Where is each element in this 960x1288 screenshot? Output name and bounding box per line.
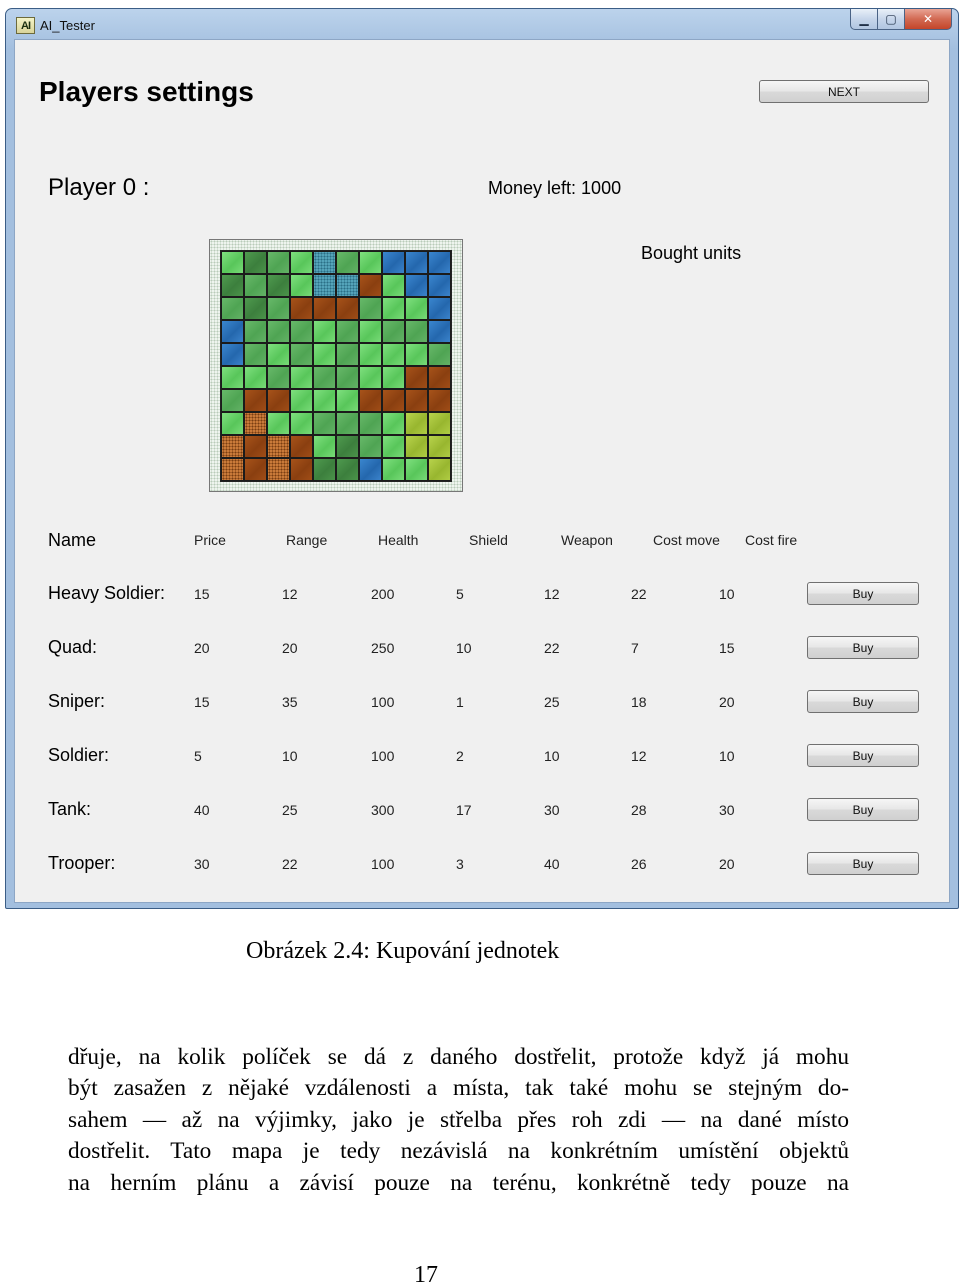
unit-name: Sniper:: [48, 691, 106, 711]
map-cell-earth-rough: [267, 435, 290, 458]
header-range: Range: [286, 532, 328, 548]
unit-name: Quad:: [48, 637, 98, 657]
map-cell-grass-light: [221, 251, 244, 274]
unit-shield-value: 1: [456, 694, 464, 710]
map-cell-earth-rough: [244, 412, 267, 435]
map-cell-water: [428, 274, 451, 297]
map-cell-grass-light: [290, 366, 313, 389]
map-cell-grass-light: [290, 389, 313, 412]
unit-weapon-value: 25: [544, 694, 560, 710]
window-title: AI_Tester: [40, 18, 95, 33]
header-weapon: Weapon: [561, 532, 613, 548]
map-cell-earth: [336, 297, 359, 320]
table-row: [15, 689, 949, 719]
map-cell-grass-medium: [244, 320, 267, 343]
map-cell-grass-light: [221, 412, 244, 435]
unit-cost-fire-value: 10: [719, 748, 735, 764]
unit-cost-fire-value: 20: [719, 856, 735, 872]
map-cell-grass-light: [290, 274, 313, 297]
map-cell-sand: [428, 458, 451, 481]
close-button[interactable]: ✕: [905, 9, 952, 30]
buy-button[interactable]: Buy: [807, 852, 919, 875]
map-cell-grass-light: [382, 343, 405, 366]
map-cell-grass-medium: [267, 297, 290, 320]
unit-range-value: 10: [282, 748, 298, 764]
map-cell-grass-medium: [336, 251, 359, 274]
unit-cost-move-value: 18: [631, 694, 647, 710]
money-left-label: Money left: 1000: [488, 178, 622, 198]
map-cell-grass-light: [382, 458, 405, 481]
buy-button[interactable]: Buy: [807, 744, 919, 767]
unit-name: Tank:: [48, 799, 92, 819]
unit-cost-fire-value: 20: [719, 694, 735, 710]
map-cell-grass-medium: [336, 366, 359, 389]
map-cell-grass-light: [313, 435, 336, 458]
map-cell-earth: [244, 458, 267, 481]
unit-name: Trooper:: [48, 853, 116, 873]
minimize-button[interactable]: ▁: [850, 9, 878, 30]
unit-cost-fire-value: 10: [719, 586, 735, 602]
map-cell-earth: [290, 458, 313, 481]
unit-health-value: 100: [371, 694, 395, 710]
table-row: [15, 635, 949, 665]
next-button[interactable]: NEXT: [759, 80, 929, 103]
buy-button[interactable]: Buy: [807, 582, 919, 605]
table-row: [15, 743, 949, 773]
unit-shield-value: 10: [456, 640, 472, 656]
terrain-map: [209, 239, 463, 492]
map-cell-grass-medium: [244, 274, 267, 297]
paragraph-line: být zasažen z nějaké vzdálenosti a místa, tak také mohu se stejným do-: [68, 1075, 849, 1102]
map-cell-grass-light: [267, 412, 290, 435]
map-cell-grass-dark: [267, 274, 290, 297]
map-cell-water: [405, 251, 428, 274]
map-cell-earth: [405, 366, 428, 389]
players-settings-panel: [14, 39, 950, 903]
map-cell-grass-light: [382, 412, 405, 435]
map-cell-grass-light: [313, 389, 336, 412]
unit-name: Soldier:: [48, 745, 110, 765]
map-cell-earth-rough: [267, 458, 290, 481]
map-cell-grass-light: [244, 366, 267, 389]
app-logo-icon: AI: [16, 17, 35, 34]
map-cell-earth-rough: [221, 435, 244, 458]
map-cell-earth: [267, 389, 290, 412]
unit-range-value: 20: [282, 640, 298, 656]
map-cell-grass-medium: [221, 389, 244, 412]
buy-button[interactable]: Buy: [807, 636, 919, 659]
unit-price-value: 20: [194, 640, 210, 656]
terrain-grid: [220, 250, 452, 482]
title-bar[interactable]: [6, 9, 958, 39]
unit-shield-value: 3: [456, 856, 464, 872]
page-number: 17: [414, 1262, 438, 1288]
map-cell-grass-medium: [336, 412, 359, 435]
map-cell-grass-medium: [382, 320, 405, 343]
map-cell-earth: [313, 297, 336, 320]
header-price: Price: [194, 532, 226, 548]
unit-range-value: 12: [282, 586, 298, 602]
map-cell-grass-medium: [221, 297, 244, 320]
map-cell-earth: [290, 435, 313, 458]
figure-caption: Obrázek 2.4: Kupování jednotek: [246, 938, 560, 964]
map-cell-grass-light: [290, 412, 313, 435]
unit-health-value: 100: [371, 856, 395, 872]
map-cell-water-shallow: [336, 274, 359, 297]
unit-cost-move-value: 26: [631, 856, 647, 872]
unit-shield-value: 2: [456, 748, 464, 764]
map-cell-grass-medium: [336, 320, 359, 343]
map-cell-grass-light: [359, 343, 382, 366]
unit-weapon-value: 40: [544, 856, 560, 872]
map-cell-earth: [428, 389, 451, 412]
map-cell-grass-light: [290, 251, 313, 274]
header-cost-move: Cost move: [653, 532, 720, 548]
unit-weapon-value: 10: [544, 748, 560, 764]
map-cell-grass-dark: [244, 297, 267, 320]
map-cell-grass-medium: [428, 343, 451, 366]
unit-shield-value: 5: [456, 586, 464, 602]
header-shield: Shield: [469, 532, 508, 548]
map-cell-grass-light: [313, 320, 336, 343]
map-cell-sand: [405, 412, 428, 435]
map-cell-water: [221, 343, 244, 366]
map-cell-grass-medium: [290, 320, 313, 343]
app-window: [5, 8, 959, 909]
unit-price-value: 5: [194, 748, 202, 764]
map-cell-grass-light: [359, 320, 382, 343]
player-label: Player 0 :: [48, 174, 150, 201]
map-cell-grass-medium: [405, 320, 428, 343]
unit-price-value: 15: [194, 694, 210, 710]
map-cell-water: [405, 274, 428, 297]
paragraph-line: sahem — až na výjimky, jako je střelba přes roh zdi — na dané místo: [68, 1106, 849, 1133]
map-cell-grass-medium: [359, 297, 382, 320]
map-cell-grass-medium: [290, 343, 313, 366]
paragraph-line: na herním plánu a závisí pouze na terénu, konkrétně tedy pouze na: [68, 1169, 849, 1196]
map-cell-grass-light: [359, 251, 382, 274]
map-cell-grass-medium: [313, 412, 336, 435]
map-cell-grass-medium: [359, 412, 382, 435]
map-cell-grass-medium: [267, 366, 290, 389]
map-cell-sand: [405, 435, 428, 458]
map-cell-grass-light: [382, 366, 405, 389]
page-title: Players settings: [39, 76, 254, 107]
map-cell-earth: [405, 389, 428, 412]
map-cell-water-shallow: [313, 251, 336, 274]
unit-health-value: 250: [371, 640, 395, 656]
buy-button[interactable]: Buy: [807, 798, 919, 821]
maximize-button[interactable]: ▢: [878, 9, 905, 30]
unit-weapon-value: 12: [544, 586, 560, 602]
map-cell-grass-medium: [313, 366, 336, 389]
unit-cost-fire-value: 15: [719, 640, 735, 656]
unit-cost-move-value: 12: [631, 748, 647, 764]
unit-range-value: 35: [282, 694, 298, 710]
map-cell-earth: [359, 389, 382, 412]
map-cell-grass-medium: [267, 320, 290, 343]
unit-weapon-value: 30: [544, 802, 560, 818]
unit-shield-value: 17: [456, 802, 472, 818]
map-cell-grass-medium: [244, 343, 267, 366]
map-cell-sand: [428, 412, 451, 435]
table-row: [15, 797, 949, 827]
unit-cost-move-value: 28: [631, 802, 647, 818]
map-cell-earth: [428, 366, 451, 389]
bought-units-label: Bought units: [641, 243, 742, 263]
unit-range-value: 22: [282, 856, 298, 872]
map-cell-grass-light: [336, 389, 359, 412]
buy-button[interactable]: Buy: [807, 690, 919, 713]
unit-price-value: 15: [194, 586, 210, 602]
unit-name: Heavy Soldier:: [48, 583, 166, 603]
map-cell-grass-light: [313, 343, 336, 366]
map-cell-water: [359, 458, 382, 481]
map-cell-earth: [244, 435, 267, 458]
map-cell-earth-rough: [221, 458, 244, 481]
table-row: [15, 581, 949, 611]
map-cell-grass-light: [405, 458, 428, 481]
map-cell-grass-dark: [221, 274, 244, 297]
unit-health-value: 200: [371, 586, 395, 602]
map-cell-grass-dark: [336, 458, 359, 481]
map-cell-earth: [244, 389, 267, 412]
map-cell-sand: [428, 435, 451, 458]
window-controls: [850, 9, 952, 30]
map-cell-grass-medium: [267, 251, 290, 274]
map-cell-earth: [290, 297, 313, 320]
map-cell-grass-light: [405, 297, 428, 320]
map-cell-grass-light: [382, 435, 405, 458]
map-cell-water: [428, 297, 451, 320]
map-cell-water: [382, 251, 405, 274]
map-cell-grass-dark: [244, 251, 267, 274]
map-cell-grass-light: [221, 366, 244, 389]
body-paragraph: [68, 1042, 849, 1199]
unit-health-value: 300: [371, 802, 395, 818]
map-cell-grass-medium: [336, 343, 359, 366]
unit-cost-move-value: 7: [631, 640, 639, 656]
map-cell-water: [428, 251, 451, 274]
header-health: Health: [378, 532, 419, 548]
map-cell-grass-light: [405, 343, 428, 366]
unit-price-value: 30: [194, 856, 210, 872]
unit-range-value: 25: [282, 802, 298, 818]
paragraph-line: dostřelit. Tato mapa je tedy nezávislá na konkrétním umístění objektů: [68, 1138, 849, 1165]
map-cell-earth: [359, 274, 382, 297]
map-cell-grass-light: [382, 274, 405, 297]
unit-health-value: 100: [371, 748, 395, 764]
map-cell-grass-dark: [336, 435, 359, 458]
map-cell-earth: [382, 389, 405, 412]
unit-cost-move-value: 22: [631, 586, 647, 602]
map-cell-grass-dark: [313, 458, 336, 481]
paragraph-line: dřuje, na kolik políček se dá z daného dostřelit, protože když já mohu: [68, 1044, 849, 1070]
map-cell-water-shallow: [313, 274, 336, 297]
table-row: [15, 851, 949, 881]
map-cell-grass-medium: [359, 435, 382, 458]
map-cell-water: [221, 320, 244, 343]
map-cell-water: [428, 320, 451, 343]
unit-weapon-value: 22: [544, 640, 560, 656]
map-cell-grass-light: [359, 366, 382, 389]
unit-cost-fire-value: 30: [719, 802, 735, 818]
header-name: Name: [48, 530, 97, 550]
header-cost-fire: Cost fire: [745, 532, 798, 548]
map-cell-grass-light: [382, 297, 405, 320]
map-cell-grass-light: [267, 343, 290, 366]
unit-price-value: 40: [194, 802, 210, 818]
